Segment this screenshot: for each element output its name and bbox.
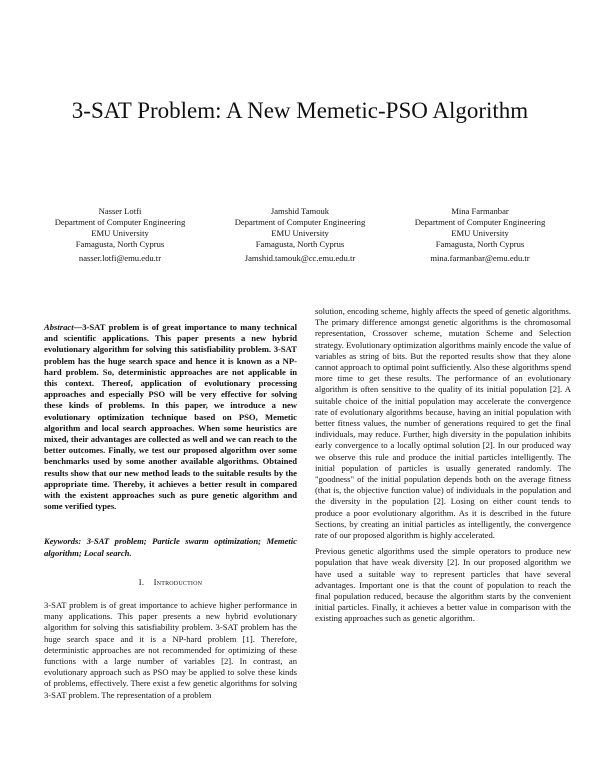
author-department: Department of Computer Engineering: [234, 217, 366, 227]
abstract: [44, 322, 297, 512]
keywords: Keywords: 3-SAT problem; Particle swarm optimization; Memetic algorithm; Local search.: [44, 536, 297, 558]
author-email: Jamshid.tamouk@cc.emu.edu.tr: [244, 253, 356, 263]
section-heading: [44, 577, 297, 588]
abstract-text: —3-SAT problem is of great importance to many technical and scientific applications. This paper presents a new hybrid evolutionary algorithm for solving this satisfiability problem. 3-SAT problem has the huge search space and hence it is known as a NP-hard problem. So, deterministic approaches are not applicable in this context. Thereof, application of evolutionary processing approaches and especially PSO will be very effective for solving these kinds of problems. In this paper, we introduce a new evolutionary optimization technique based on PSO, Memetic algorithm and local search approaches. When some heuristics are mixed, their advantages are collected as well and we can reach to the better outcomes. Finally, we test our proposed algorithm over some benchmarks used by some another available algorithms. Obtained results show that our new method leads to the suitable results by the appropriate time. Thereby, it achieves a better result in compared with the existent approaches such as pure genetic algorithm and some verified types.: [44, 322, 297, 512]
author-name: Mina Farmanbar: [451, 206, 509, 216]
section-number: I.: [138, 576, 145, 587]
abstract-label: Abstract: [44, 322, 74, 332]
author-location: Famagusta, North Cyprus: [435, 239, 525, 249]
author-3: [390, 206, 570, 264]
author-1: [30, 206, 210, 264]
author-name: Jamshid Tamouk: [270, 206, 330, 216]
author-university: EMU University: [451, 228, 509, 238]
body-paragraph-1: solution, encoding scheme, highly affects the speed of genetic algorithms. The primary difference amongst genetic algorithms is the chromosomal representation, Crossover scheme, mutation Scheme and Selection strategy. Evolutionary optimization algorithms mainly encode the value of variables as string of bits. But the reported results show that they alone cannot approach to optimal point sufficiently. Also these algorithms spend more time to get these results. The performance of an evolutionary algorithm is often sensitive to the quality of its initial population [2]. A suitable choice of the initial population may accelerate the convergence rate of evolutionary algorithms because, having an initial population with better fitness values, the number of generations required to get the final individuals, may reduce. Further, high diversity in the population inhibits early convergence to a locally optimal solution [2]. In our produced way we observe this rule and produce the initial particles intelligently. The initial population of particles is usually generated randomly. The "goodness" of the initial population depends both on the average fitness (that is, the objective function value) of individuals in the population and the diversity in the population [2]. Losing on either count tends to produce a poor evolutionary algorithm. As it is described in the future Sections, by creating an initial particles as intelligently, the convergence rate of our proposed algorithm is highly accelerated.: [315, 306, 571, 541]
author-university: EMU University: [91, 228, 149, 238]
author-university: EMU University: [271, 228, 329, 238]
left-column: [44, 322, 297, 701]
paper-title: 3-SAT Problem: A New Memetic-PSO Algorithm: [71, 98, 529, 123]
author-email: nasser.lotfi@emu.edu.tr: [78, 253, 162, 263]
body-paragraph-2: Previous genetic algorithms used the simple operators to produce new population that have weak diversity [2]. In our proposed algorithm we have used a suitable way to represent particles that have several advantages. Important one is that the count of population to reach the final population reduced, because the algorithm starts by the convenient initial particles. Finally, it achieves a better value in comparison with the existing approaches such as genetic algorithm.: [315, 546, 571, 624]
author-email: mina.farmanbar@emu.edu.tr: [430, 253, 530, 263]
author-location: Famagusta, North Cyprus: [255, 239, 345, 249]
author-block: [30, 206, 570, 264]
author-department: Department of Computer Engineering: [54, 217, 186, 227]
author-name: Nasser Lotfi: [98, 206, 142, 216]
author-location: Famagusta, North Cyprus: [75, 239, 165, 249]
author-2: [210, 206, 390, 264]
intro-paragraph: 3-SAT problem is of great importance to achieve higher performance in many applications. This paper presents a new hybrid evolutionary algorithm for solving this satisfiability problem. 3-SAT problem has the huge search space and it is a NP-hard problem [1]. Therefore, deterministic approaches are not recommended for optimizing of these functions with a large number of variables [2]. In contrast, an evolutionary approach such as PSO may be applied to solve these kinds of problems, effectively. There exist a few genetic algorithms for solving 3-SAT problem. The representation of a problem: [44, 600, 297, 700]
right-column: [315, 306, 571, 625]
section-title: Introduction: [153, 576, 203, 587]
author-department: Department of Computer Engineering: [414, 217, 546, 227]
